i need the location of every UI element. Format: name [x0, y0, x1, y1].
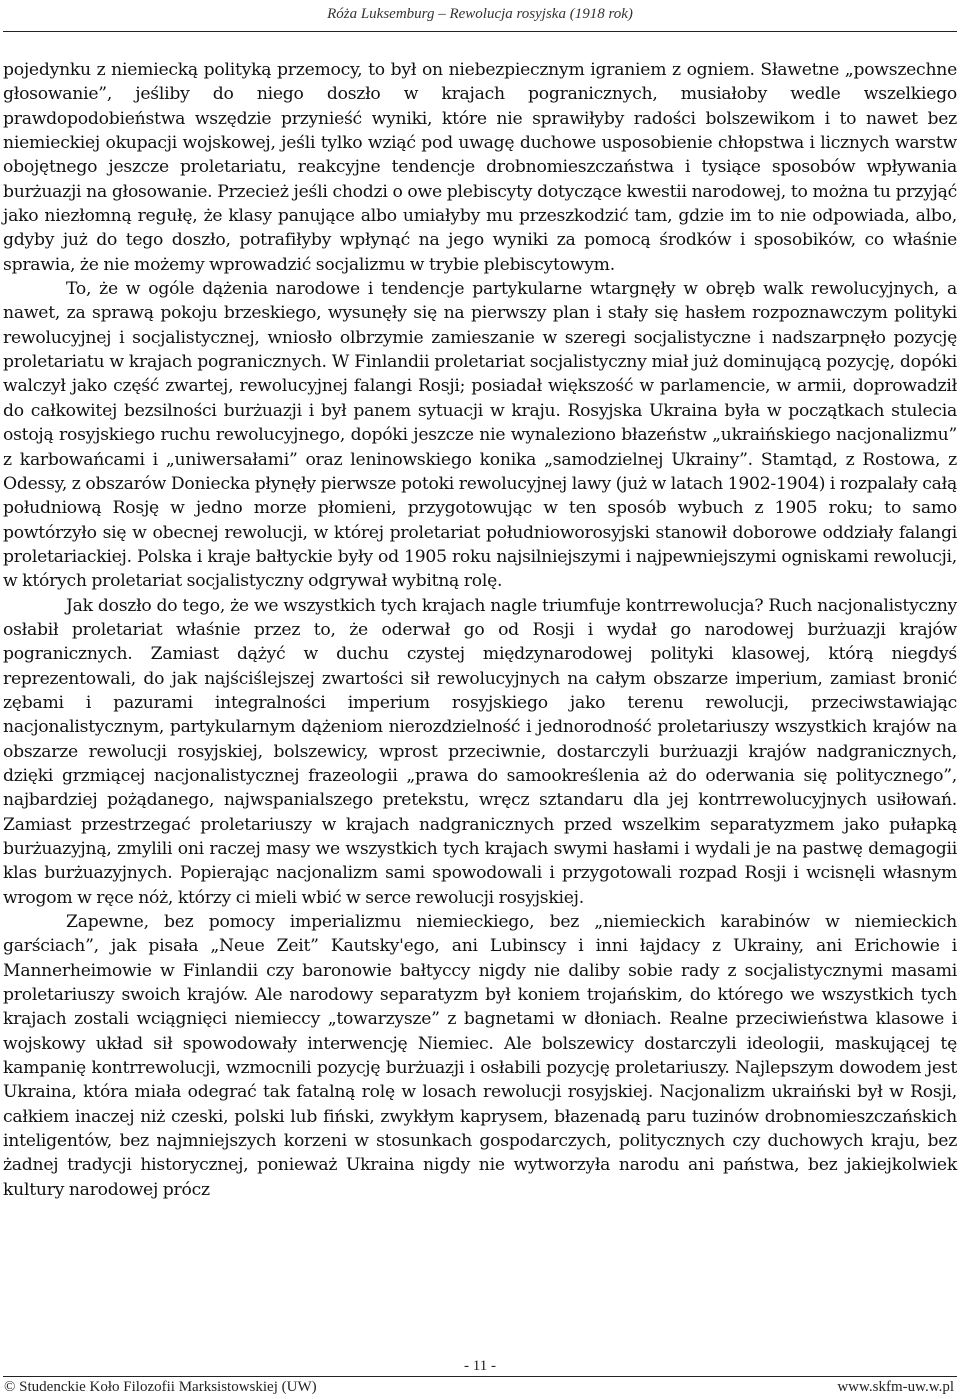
running-header: Róża Luksemburg – Rewolucja rosyjska (1918 rok) [327, 6, 633, 22]
header-divider [3, 31, 957, 32]
footer-website-link[interactable]: www.skfm-uw.w.pl [837, 1379, 954, 1395]
document-body [3, 58, 957, 1202]
footer-divider [3, 1376, 957, 1377]
paragraph-1: pojedynku z niemiecką polityką przemocy, to był on niebezpiecznym igraniem z ogniem. Sławetne „powszechne głosowanie”, jeśliby do niego doszło w krajach pogranicznych, musiałoby wedle wszelkiego prawdopodobieństwa wszędzie przynieść wyniki, które nie sprawiłyby radości bolszewikom i to nawet bez niemieckiej okupacji wojskowej, jeśli tylko wziąć pod uwagę duchowe usposobienie chłopstwa i licznych warstw obojętnego jeszcze proletariatu, reakcyjne tendencje drobnomieszczaństwa i tysiące sposobów wpływania burżuazji na głosowanie. Przecież jeśli chodzi o owe plebiscyty dotyczące kwestii narodowej, to można tu przyjąć jako niezłomną regułę, że klasy panujące albo umiałyby mu przeszkodzić tam, gdzie im to nie odpowiada, albo, gdyby już do tego doszło, potrafiłyby wpłynąć na jego wyniki za pomocą środków i sposobików, co właśnie sprawia, że nie możemy wprowadzić socjalizmu w trybie plebiscytowym. [3, 60, 957, 275]
paragraph-2: To, że w ogóle dążenia narodowe i tendencje partykularne wtargnęły w obręb walk rewolucyjnych, a nawet, za sprawą pokoju brzeskiego, wysunęły się na pierwszy plan i stały się hasłem rozpoznawczym polityki rewolucyjnej i socjalistycznej, wniosło olbrzymie zamieszanie w szeregi socjalistyczne i nadszarpnęło pozycję proletariatu w krajach pogranicznych. W Finlandii proletariat socjalistyczny miał już dominującą pozycję, dopóki walczył jako część zwartej, rewolucyjnej falangi Rosji; posiadał większość w parlamencie, w armii, doprowadził do całkowitej bezsilności burżuazji i był panem sytuacji w kraju. Rosyjska Ukraina była w początkach stulecia ostoją rosyjskiego ruchu rewolucyjnego, dopóki jeszcze nie wynaleziono błazeństw „ukraińskiego nacjonalizmu” z karbowańcami i „uniwersałami” oraz leninowskiego konika „samodzielnej Ukrainy”. Stamtąd, z Rostowa, z Odessy, z obszarów Doniecka płynęły pierwsze potoki rewolucyjnej lawy (już w latach 1902-1904) i rozpalały całą południową Rosję w jedno morze płomieni, przygotowując w ten sposób wybuch z 1905 roku; to samo powtórzyło się w obecnej rewolucji, w której proletariat południoworosyjski stanowił doborowe oddziały falangi proletariackiej. Polska i kraje bałtyckie były od 1905 roku najsilniejszymi i najpewniejszymi ogniskami rewolucji, w których proletariat socjalistyczny odgrywał wybitną rolę. [3, 279, 957, 592]
footer-copyright: © Studenckie Koło Filozofii Marksistowskiej (UW) [4, 1379, 317, 1395]
paragraph-4: Zapewne, bez pomocy imperializmu niemieckiego, bez „niemieckich karabinów w niemieckich garściach”, jak pisała „Neue Zeit” Kautsky'ego, ani Lubinscy i inni łajdacy z Ukrainy, ani Erichowie i Mannerheimowie w Finlandii czy baronowie bałtyccy nigdy nie daliby sobie rady z socjalistycznymi masami proletariuszy swoich krajów. Ale narodowy separatyzm był koniem trojańskim, do którego we wszystkich tych krajach zostali wciągnięci niemieccy „towarzysze” z bagnetami w dłoniach. Realne przeciwieństwa klasowe i wojskowy układ sił spowodowały interwencję Niemiec. Ale bolszewicy dostarczyli ideologii, maskującej tę kampanię kontrrewolucji, wzmocnili pozycję burżuazji i osłabili pozycję proletariuszy. Najlepszym dowodem jest Ukraina, która miała odegrać tak fatalną rolę w losach rewolucji rosyjskiej. Nacjonalizm ukraiński był w Rosji, całkiem inaczej niż czeski, polski lub fiński, zwykłym kaprysem, błazenadą paru tuzinów drobnomieszczańskich inteligentów, bez najmniejszych korzeni w stosunkach gospodarczych, politycznych czy duchowych kraju, bez żadnej tradycji historycznej, ponieważ Ukraina nigdy nie wytworzyła narodu ani państwa, bez jakiejkolwiek kultury narodowej prócz [3, 912, 957, 1200]
page-number: - 11 - [464, 1358, 496, 1374]
paragraph-3: Jak doszło do tego, że we wszystkich tych krajach nagle triumfuje kontrrewolucja? Ruch nacjonalistyczny osłabił proletariat właśnie przez to, że oderwał go od Rosji i wydał go narodowej burżuazji krajów pogranicznych. Zamiast dążyć w duchu czystej międzynarodowej polityki klasowej, którą niegdyś reprezentowali, do jak najściślejszej zwartości sił rewolucyjnych na całym obszarze imperium, zamiast bronić zębami i pazurami integralności imperium rosyjskiego jako terenu rewolucji, przeciwstawiając nacjonalistycznym, partykularnym dążeniom nierozdzielność i jednorodność proletariuszy wszystkich krajów na obszarze rewolucji rosyjskiej, bolszewicy, wprost przeciwnie, dostarczyli burżuazji krajów nadgranicznych, dzięki grzmiącej nacjonalistycznej frazeologii „prawa do samookreślenia aż do oderwania się politycznego”, najbardziej pożądanego, najwspanialszego pretekstu, wręcz sztandaru dla jej kontrrewolucyjnych usiłowań. Zamiast przestrzegać proletariuszy w krajach nadgranicznych przed wszelkim separatyzmem jako pułapką burżuazyjną, zmylili oni raczej masy we wszystkich tych krajach swymi hasłami i wydali je na pastwę demagogii klas burżuazyjnych. Popierając nacjonalizm sami spowodowali i przygotowali rozpad Rosji i wcisnęli własnym wrogom w ręce nóż, którzy ci mieli wbić w serce rewolucji rosyjskiej. [3, 595, 957, 908]
